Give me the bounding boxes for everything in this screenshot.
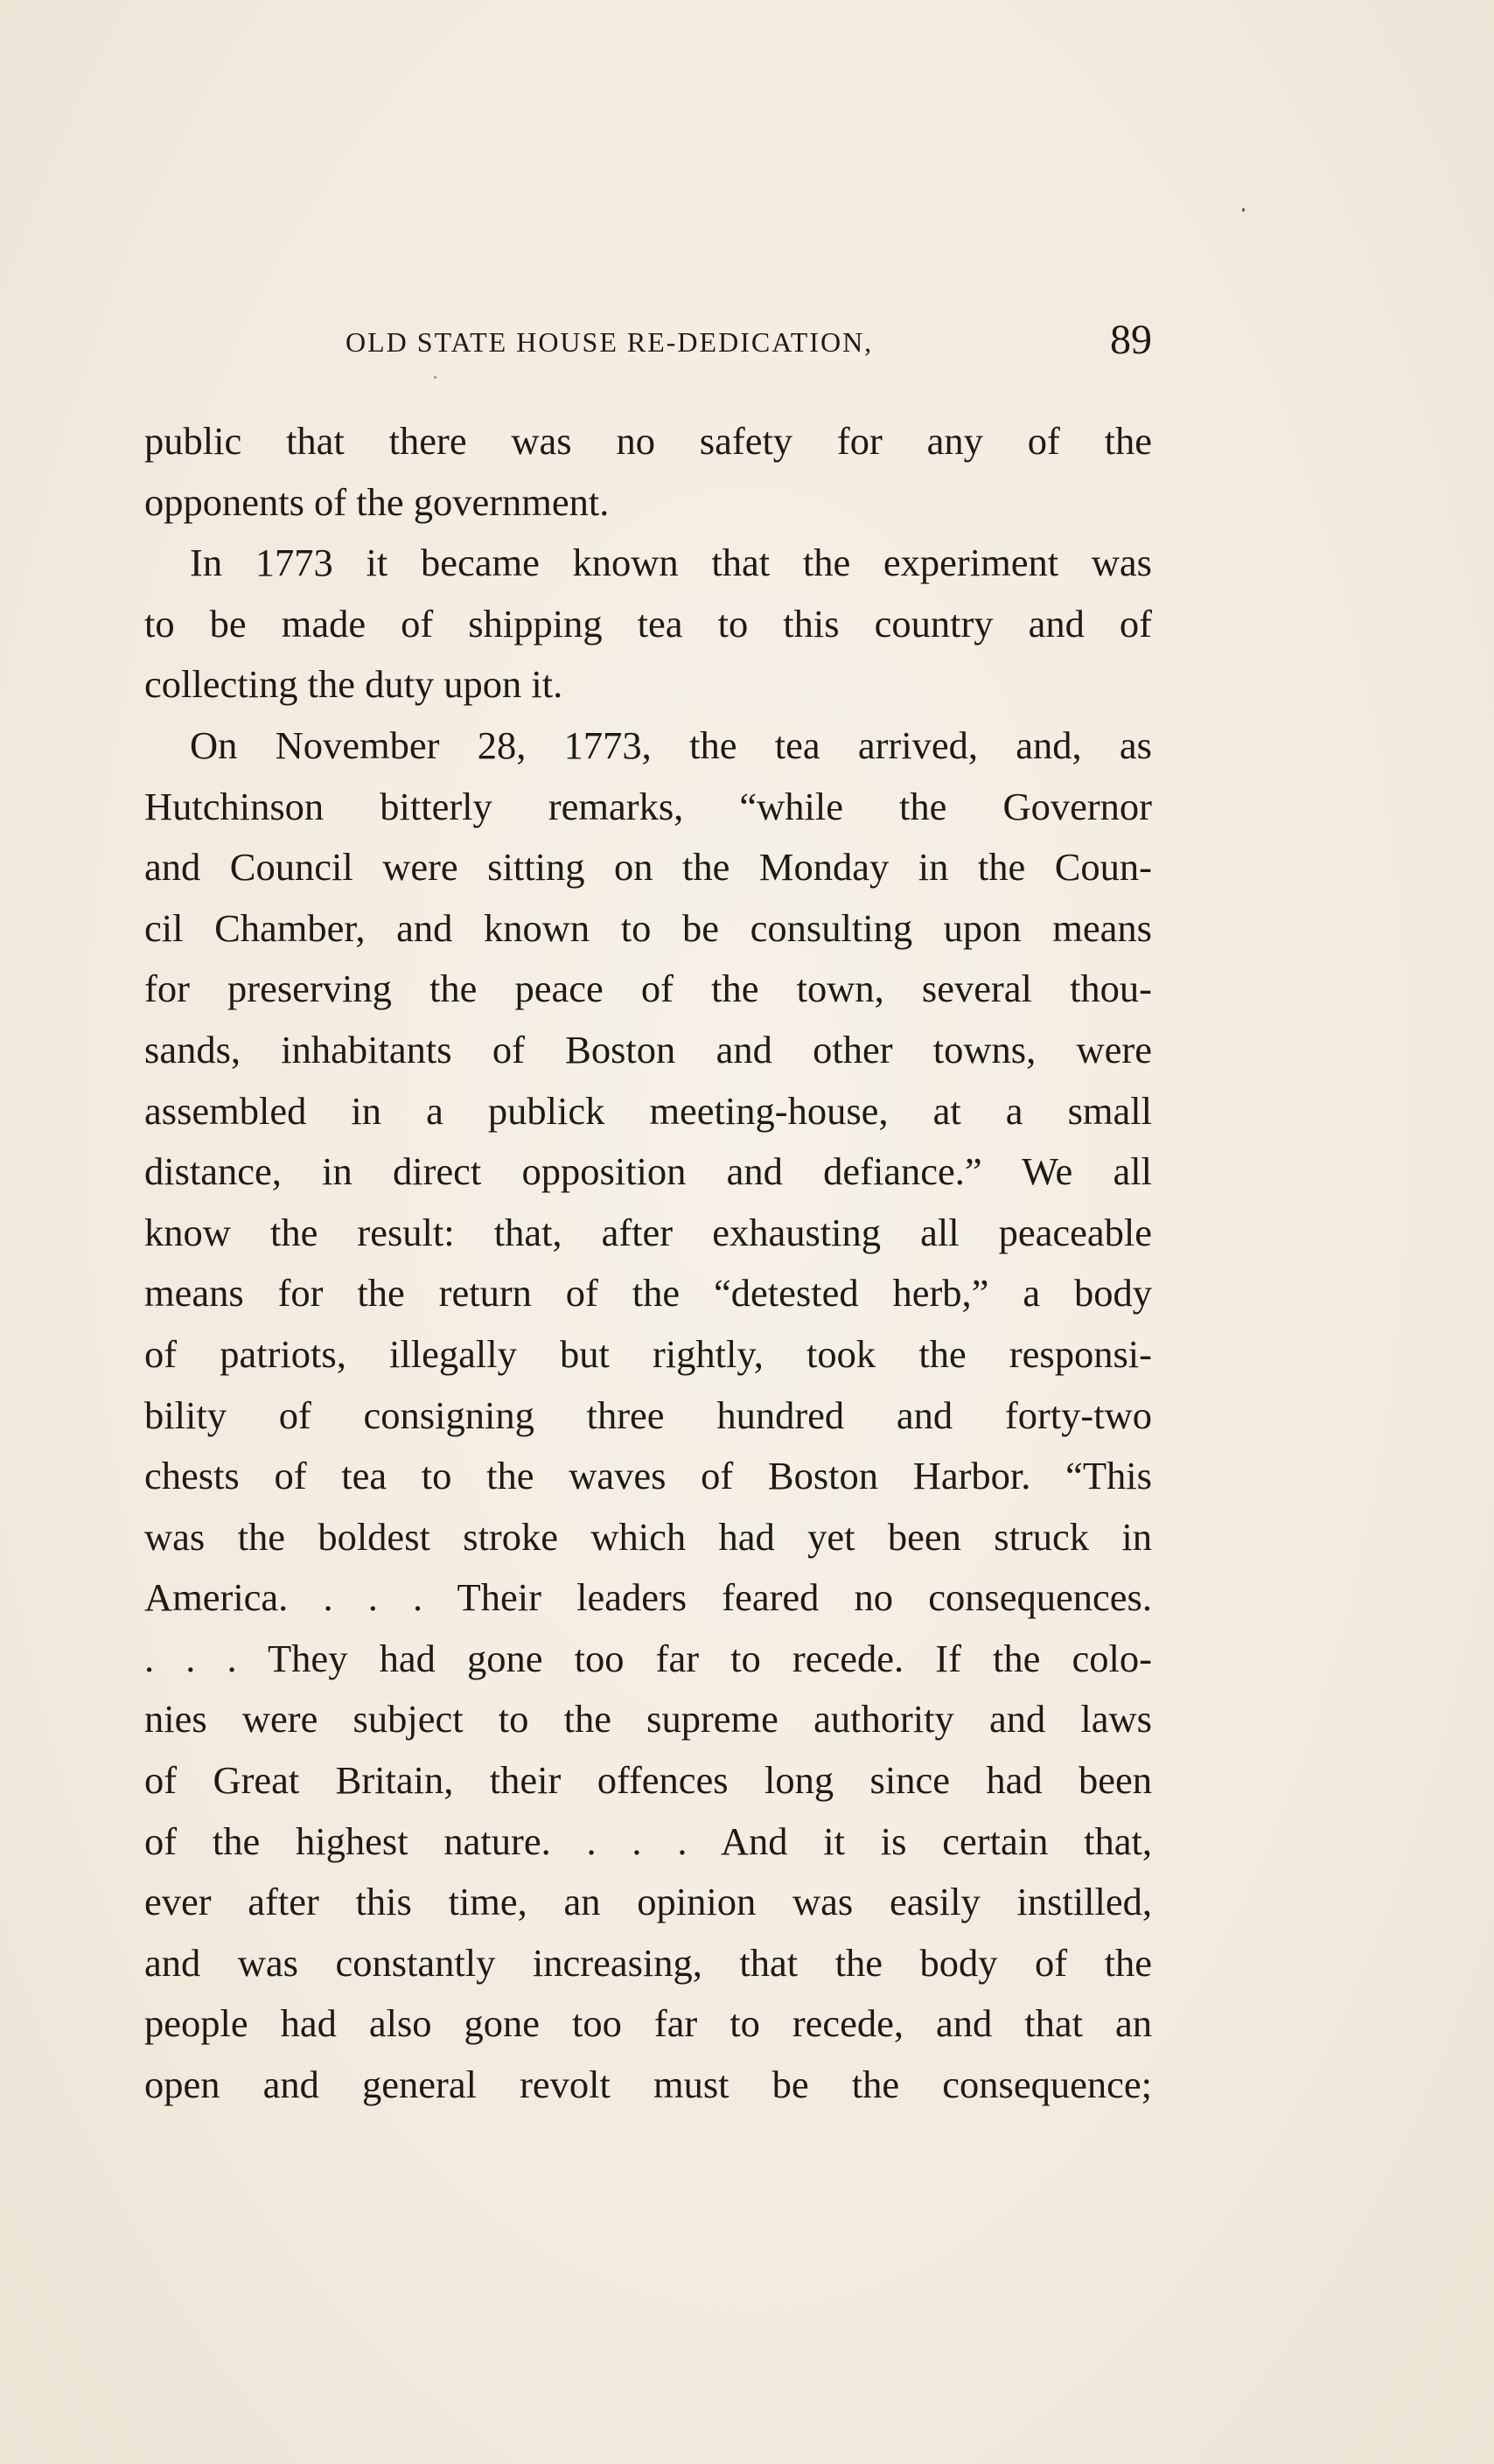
text-line: for preserving the peace of the town, several thou- <box>144 967 1152 1011</box>
text-line: Hutchinson bitterly remarks, “while the Governor <box>144 784 1152 828</box>
page-number: 89 <box>1110 317 1152 363</box>
text-line: means for the return of the “detested herb,” a body <box>144 1271 1152 1316</box>
text-line: assembled in a publick meeting-house, at a small <box>144 1088 1152 1133</box>
text-line: On November 28, 1773, the tea arrived, and, as <box>190 722 1152 767</box>
text-line: collecting the duty upon it. <box>144 662 563 707</box>
text-line: and Council were sitting on the Monday in the Coun- <box>144 845 1152 890</box>
text-line: America. . . . Their leaders feared no consequences. <box>144 1575 1152 1620</box>
text-line: public that there was no safety for any of the <box>144 419 1152 463</box>
text-line: distance, in direct opposition and defiance.” We all <box>144 1149 1152 1194</box>
text-line: of patriots, illegally but rightly, took the responsi- <box>144 1331 1152 1376</box>
ink-speck <box>434 376 436 379</box>
text-line: of the highest nature. . . . And it is certain that, <box>144 1818 1152 1863</box>
text-line: was the boldest stroke which had yet been struck in <box>144 1514 1152 1559</box>
text-line: ever after this time, an opinion was easily instilled, <box>144 1880 1152 1924</box>
text-line: of Great Britain, their offences long since had been <box>144 1758 1152 1803</box>
text-line: and was constantly increasing, that the body of the <box>144 1940 1152 1985</box>
body-text <box>144 411 1152 2116</box>
text-line: chests of tea to the waves of Boston Harbor. “This <box>144 1454 1152 1498</box>
text-line: know the result: that, after exhausting all peaceable <box>144 1210 1152 1254</box>
margin-mark <box>1242 208 1245 212</box>
text-line: people had also gone too far to recede, and that an <box>144 2001 1152 2046</box>
text-line: sands, inhabitants of Boston and other towns, were <box>144 1027 1152 1071</box>
running-head <box>144 319 1152 372</box>
text-line: opponents of the government. <box>144 479 610 524</box>
text-line: to be made of shipping tea to this country and of <box>144 601 1152 646</box>
text-line: open and general revolt must be the consequence; <box>144 2063 1152 2107</box>
text-line: cil Chamber, and known to be consulting upon means <box>144 905 1152 950</box>
text-line: . . . They had gone too far to recede. If the colo- <box>144 1636 1152 1680</box>
text-line: In 1773 it became known that the experiment was <box>190 541 1152 585</box>
running-head-title: OLD STATE HOUSE RE-DEDICATION, <box>346 326 874 358</box>
text-line: nies were subject to the supreme authority and laws <box>144 1697 1152 1742</box>
text-line: bility of consigning three hundred and forty-two <box>144 1393 1152 1437</box>
